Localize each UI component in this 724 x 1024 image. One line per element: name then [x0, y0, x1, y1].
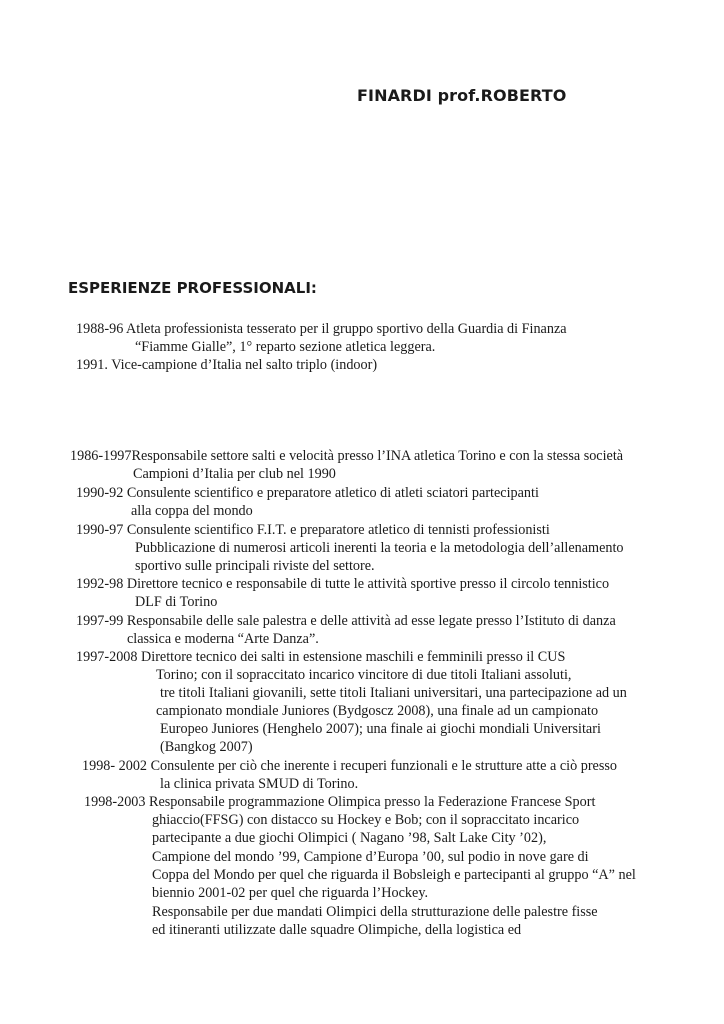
text-line: 1992-98 Direttore tecnico e responsabile di tutte le attività sportive presso il circolo tennistico — [76, 576, 610, 592]
text-line: partecipante a due giochi Olimpici ( Nagano ’98, Salt Lake City ’02), — [152, 830, 547, 846]
text-line: biennio 2001-02 per quel che riguarda l’Hockey. — [152, 885, 429, 901]
section-heading: ESPERIENZE PROFESSIONALI: — [68, 279, 317, 297]
text-line: 1998-2003 Responsabile programmazione Olimpica presso la Federazione Francese Sport — [84, 794, 596, 810]
text-line: Torino; con il sopraccitato incarico vincitore di due titoli Italiani assoluti, — [156, 667, 572, 683]
text-line: tre titoli Italiani giovanili, sette titoli Italiani universitari, una partecipazione ad un — [160, 685, 627, 701]
text-line: la clinica privata SMUD di Torino. — [160, 776, 359, 792]
text-line: Campione del mondo ’99, Campione d’Europa ’00, sul podio in nove gare di — [152, 849, 589, 865]
text-line: Coppa del Mondo per quel che riguarda il Bobsleigh e partecipanti al gruppo “A” nel — [152, 867, 636, 883]
text-line: campionato mondiale Juniores (Bydgoscz 2008), una finale ad un campionato — [156, 703, 599, 719]
text-line: Pubblicazione di numerosi articoli inerenti la teoria e la metodologia dell’allenamento — [135, 540, 624, 556]
text-line: Europeo Juniores (Henghelo 2007); una finale ai giochi mondiali Universitari — [160, 721, 601, 737]
text-line: sportivo sulle principali riviste del settore. — [135, 558, 375, 574]
text-line: Campioni d’Italia per club nel 1990 — [133, 466, 336, 482]
text-line: ed itineranti utilizzate dalle squadre Olimpiche, della logistica ed — [152, 922, 522, 938]
text-line: 1986-1997Responsabile settore salti e velocità presso l’INA atletica Torino e con la stessa società — [70, 448, 624, 464]
text-line: Responsabile per due mandati Olimpici della strutturazione delle palestre fisse — [152, 904, 598, 920]
text-line: “Fiamme Gialle”, 1° reparto sezione atletica leggera. — [135, 339, 436, 355]
text-line: 1998- 2002 Consulente per ciò che inerente i recuperi funzionali e le strutture atte a ciò presso — [82, 758, 617, 774]
text-line: 1997-99 Responsabile delle sale palestra e delle attività ad esse legate presso l’Istituto di danza — [76, 613, 616, 629]
text-line: alla coppa del mondo — [131, 503, 253, 519]
text-line: 1991. Vice-campione d’Italia nel salto triplo (indoor) — [76, 357, 378, 373]
text-line: DLF di Torino — [135, 594, 218, 610]
document-title: FINARDI prof.ROBERTO — [357, 86, 567, 105]
text-line: 1988-96 Atleta professionista tesserato per il gruppo sportivo della Guardia di Finanza — [76, 321, 567, 337]
text-line: 1990-92 Consulente scientifico e preparatore atletico di atleti sciatori partecipanti — [76, 485, 539, 501]
text-line: 1990-97 Consulente scientifico F.I.T. e preparatore atletico di tennisti professionisti — [76, 522, 550, 538]
text-line: ghiaccio(FFSG) con distacco su Hockey e Bob; con il sopraccitato incarico — [152, 812, 580, 828]
text-line: 1997-2008 Direttore tecnico dei salti in estensione maschili e femminili presso il CUS — [76, 649, 566, 665]
text-line: (Bangkog 2007) — [160, 739, 253, 755]
text-line: classica e moderna “Arte Danza”. — [127, 631, 319, 647]
